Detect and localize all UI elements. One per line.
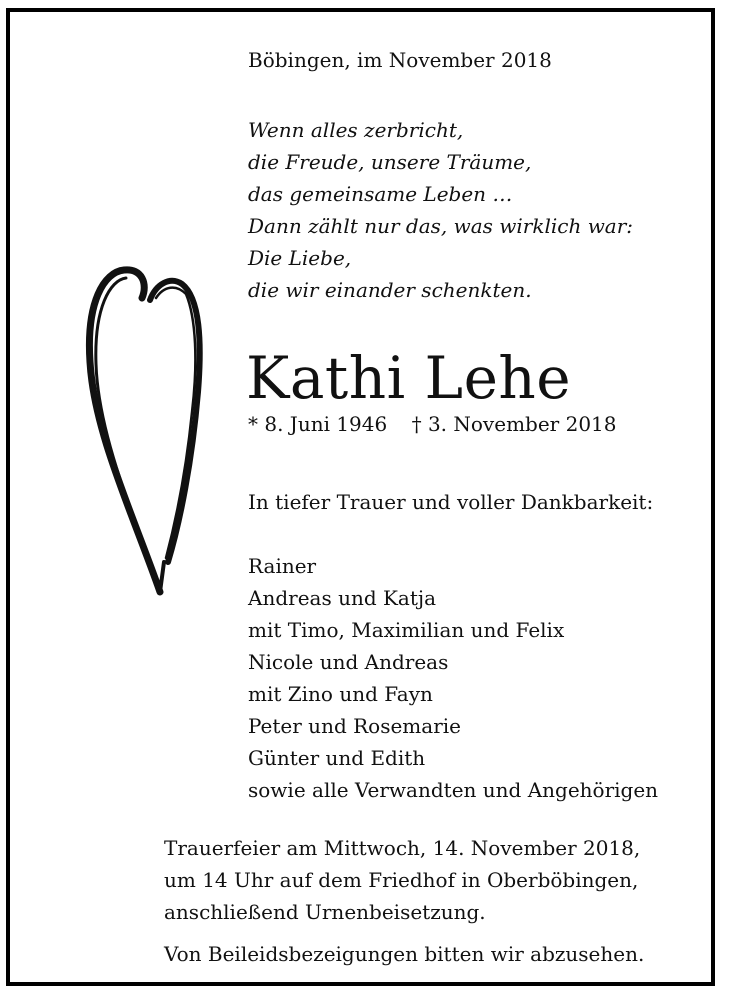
- mourner-entry: Peter und Rosemarie: [248, 714, 461, 738]
- place-and-date: Böbingen, im November 2018: [248, 48, 552, 72]
- deceased-name: Kathi Lehe: [246, 344, 572, 412]
- mourner-entry: mit Timo, Maximilian und Felix: [248, 618, 565, 642]
- poem-line: Dann zählt nur das, was wirklich war:: [248, 214, 634, 238]
- funeral-details: [164, 832, 640, 928]
- condolence-note: Von Beileidsbezeigungen bitten wir abzusehen.: [164, 942, 645, 966]
- funeral-line: um 14 Uhr auf dem Friedhof in Oberböbingen,: [164, 868, 639, 892]
- birth-date: * 8. Juni 1946: [248, 412, 388, 436]
- mourner-entry: Rainer: [248, 554, 317, 578]
- obituary-notice: [6, 8, 715, 986]
- mourner-entry: Andreas und Katja: [248, 586, 437, 610]
- mourners-list: [248, 550, 658, 806]
- mourners-intro: In tiefer Trauer und voller Dankbarkeit:: [248, 490, 654, 514]
- mourner-entry: Günter und Edith: [248, 746, 426, 770]
- poem-line: Die Liebe,: [248, 246, 352, 270]
- mourner-entry: sowie alle Verwandten und Angehörigen: [248, 778, 659, 802]
- funeral-line: anschließend Urnenbeisetzung.: [164, 900, 486, 924]
- poem-line: die wir einander schenkten.: [248, 278, 532, 302]
- mourner-entry: Nicole und Andreas: [248, 650, 449, 674]
- funeral-line: Trauerfeier am Mittwoch, 14. November 2018,: [164, 836, 641, 860]
- poem-line: das gemeinsame Leben …: [248, 182, 513, 206]
- poem-line: die Freude, unsere Träume,: [248, 150, 532, 174]
- mourner-entry: mit Zino und Fayn: [248, 682, 433, 706]
- life-dates: [248, 412, 635, 436]
- poem: [248, 114, 633, 306]
- heart-icon: [72, 262, 232, 602]
- poem-line: Wenn alles zerbricht,: [248, 118, 464, 142]
- death-date: † 3. November 2018: [411, 412, 617, 436]
